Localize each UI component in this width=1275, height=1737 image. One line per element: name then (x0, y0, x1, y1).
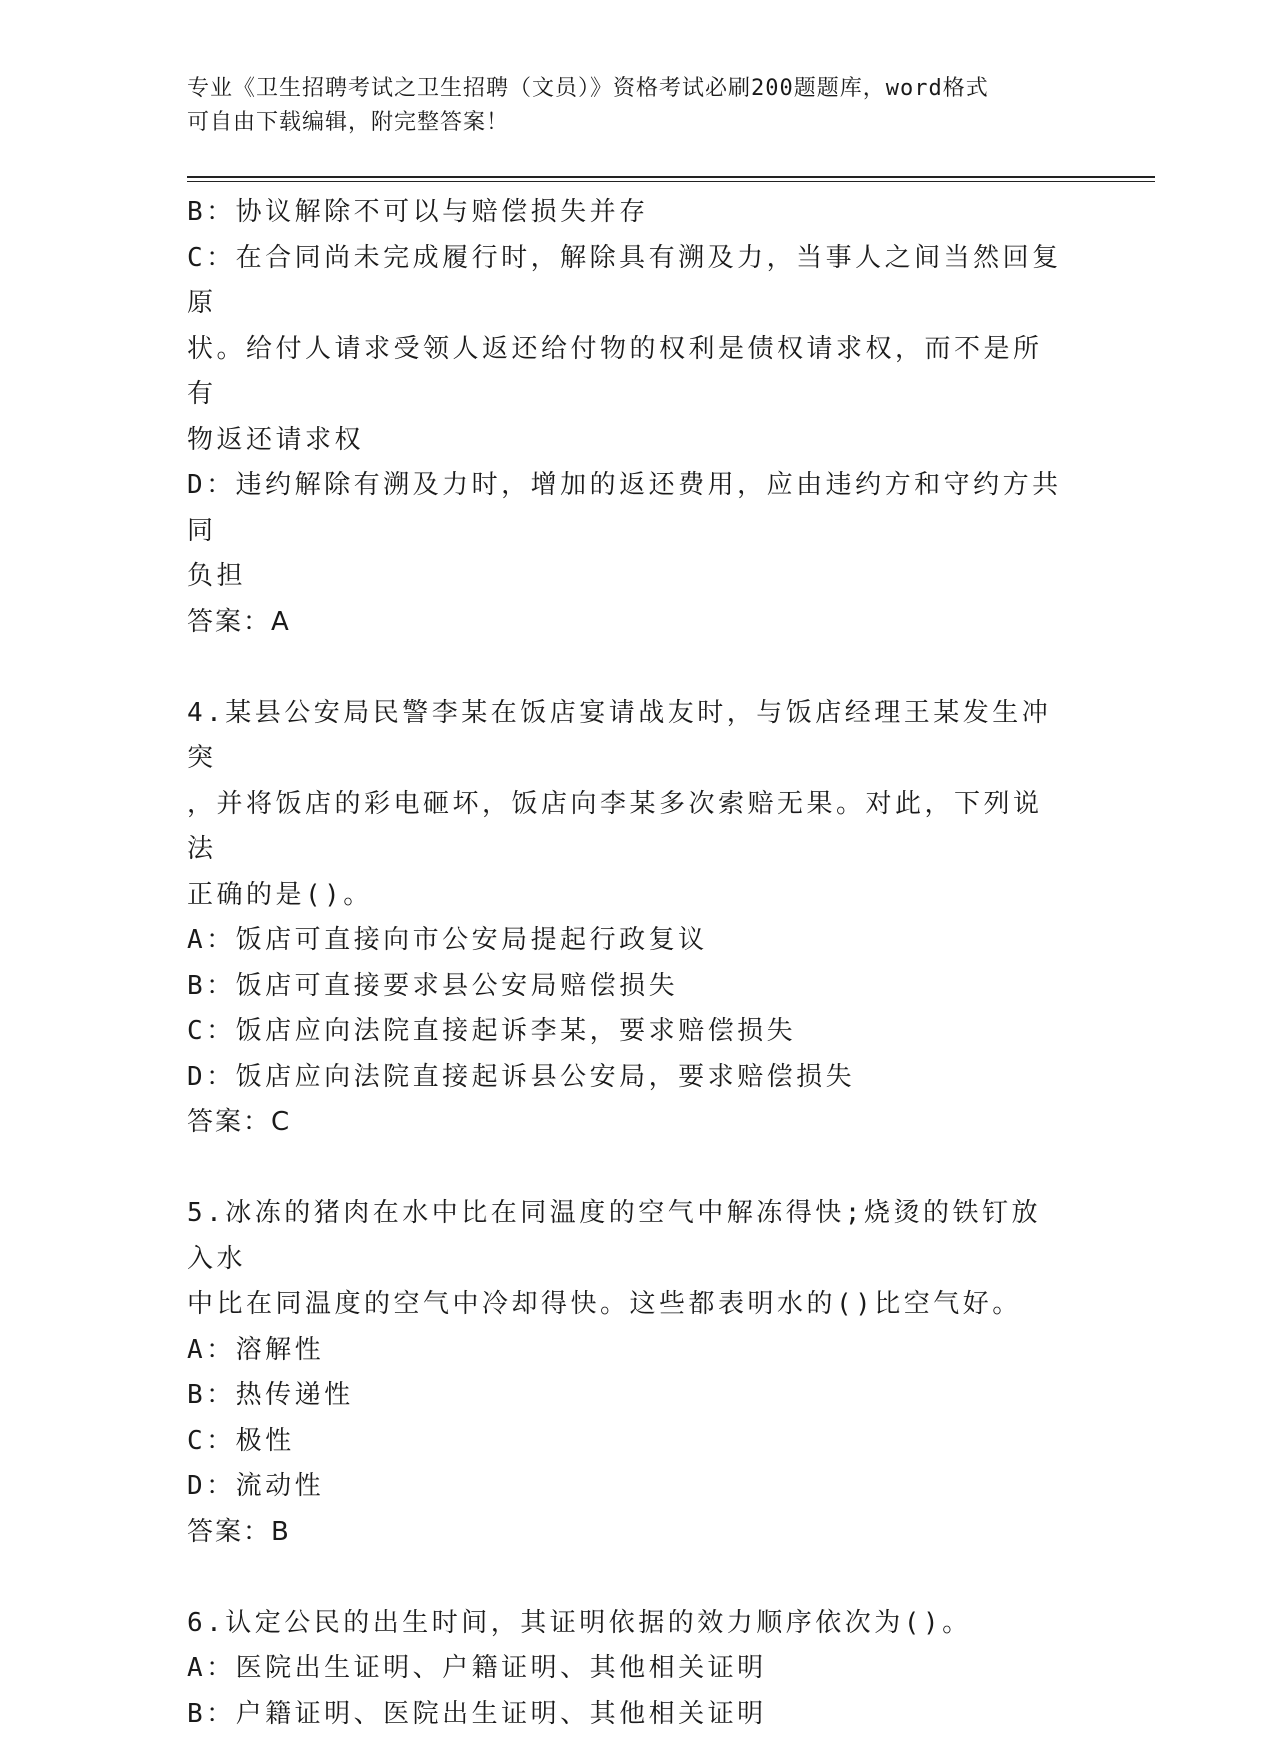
answer-line: 答案：A (187, 600, 1067, 646)
header-title-line-1: 专业《卫生招聘考试之卫生招聘（文员）》资格考试必刷200题题库，word格式 (187, 72, 1057, 106)
question-3-continued (187, 190, 1067, 645)
option-d: D：流动性 (187, 1464, 1067, 1510)
option-c: C：极性 (187, 1419, 1067, 1465)
option-a: A：医院出生证明、户籍证明、其他相关证明 (187, 1646, 1067, 1692)
question-stem: 4.某县公安局民警李某在饭店宴请战友时，与饭店经理王某发生冲突 (187, 691, 1067, 782)
option-d: D：饭店应向法院直接起诉县公安局，要求赔偿损失 (187, 1055, 1067, 1101)
question-spacer (187, 1146, 1067, 1192)
option-a: A：饭店可直接向市公安局提起行政复议 (187, 918, 1067, 964)
answer-line: 答案：C (187, 1100, 1067, 1146)
question-4 (187, 691, 1067, 1146)
header-title-line-2: 可自由下载编辑，附完整答案！ (187, 106, 1057, 140)
answer-line: 答案：B (187, 1510, 1067, 1556)
option-d: D：违约解除有溯及力时，增加的返还费用，应由违约方和守约方共同 (187, 463, 1067, 554)
question-5 (187, 1191, 1067, 1555)
option-b: B：饭店可直接要求县公安局赔偿损失 (187, 964, 1067, 1010)
option-c: C：在合同尚未完成履行时，解除具有溯及力，当事人之间当然回复原 (187, 236, 1067, 327)
document-header (187, 72, 1057, 140)
option-b: B：协议解除不可以与赔偿损失并存 (187, 190, 1067, 236)
option-b: B：户籍证明、医院出生证明、其他相关证明 (187, 1692, 1067, 1737)
question-stem: 6.认定公民的出生时间，其证明依据的效力顺序依次为()。 (187, 1601, 1067, 1647)
question-spacer (187, 645, 1067, 691)
question-stem: 5.冰冻的猪肉在水中比在同温度的空气中解冻得快;烧烫的铁钉放入水 (187, 1191, 1067, 1282)
question-spacer (187, 1555, 1067, 1601)
question-stem-continued: 中比在同温度的空气中冷却得快。这些都表明水的()比空气好。 (187, 1282, 1067, 1328)
option-d-continued: 负担 (187, 554, 1067, 600)
question-stem-continued: ，并将饭店的彩电砸坏，饭店向李某多次索赔无果。对此，下列说法 (187, 782, 1067, 873)
option-a: A：溶解性 (187, 1328, 1067, 1374)
question-6 (187, 1601, 1067, 1737)
option-b: B：热传递性 (187, 1373, 1067, 1419)
option-c: C：饭店应向法院直接起诉李某，要求赔偿损失 (187, 1009, 1067, 1055)
option-c-continued: 状。给付人请求受领人返还给付物的权利是债权请求权，而不是所有 (187, 327, 1067, 418)
question-list (187, 190, 1067, 1737)
question-stem-continued: 正确的是()。 (187, 873, 1067, 919)
header-divider (187, 176, 1155, 182)
option-c-continued: 物返还请求权 (187, 418, 1067, 464)
